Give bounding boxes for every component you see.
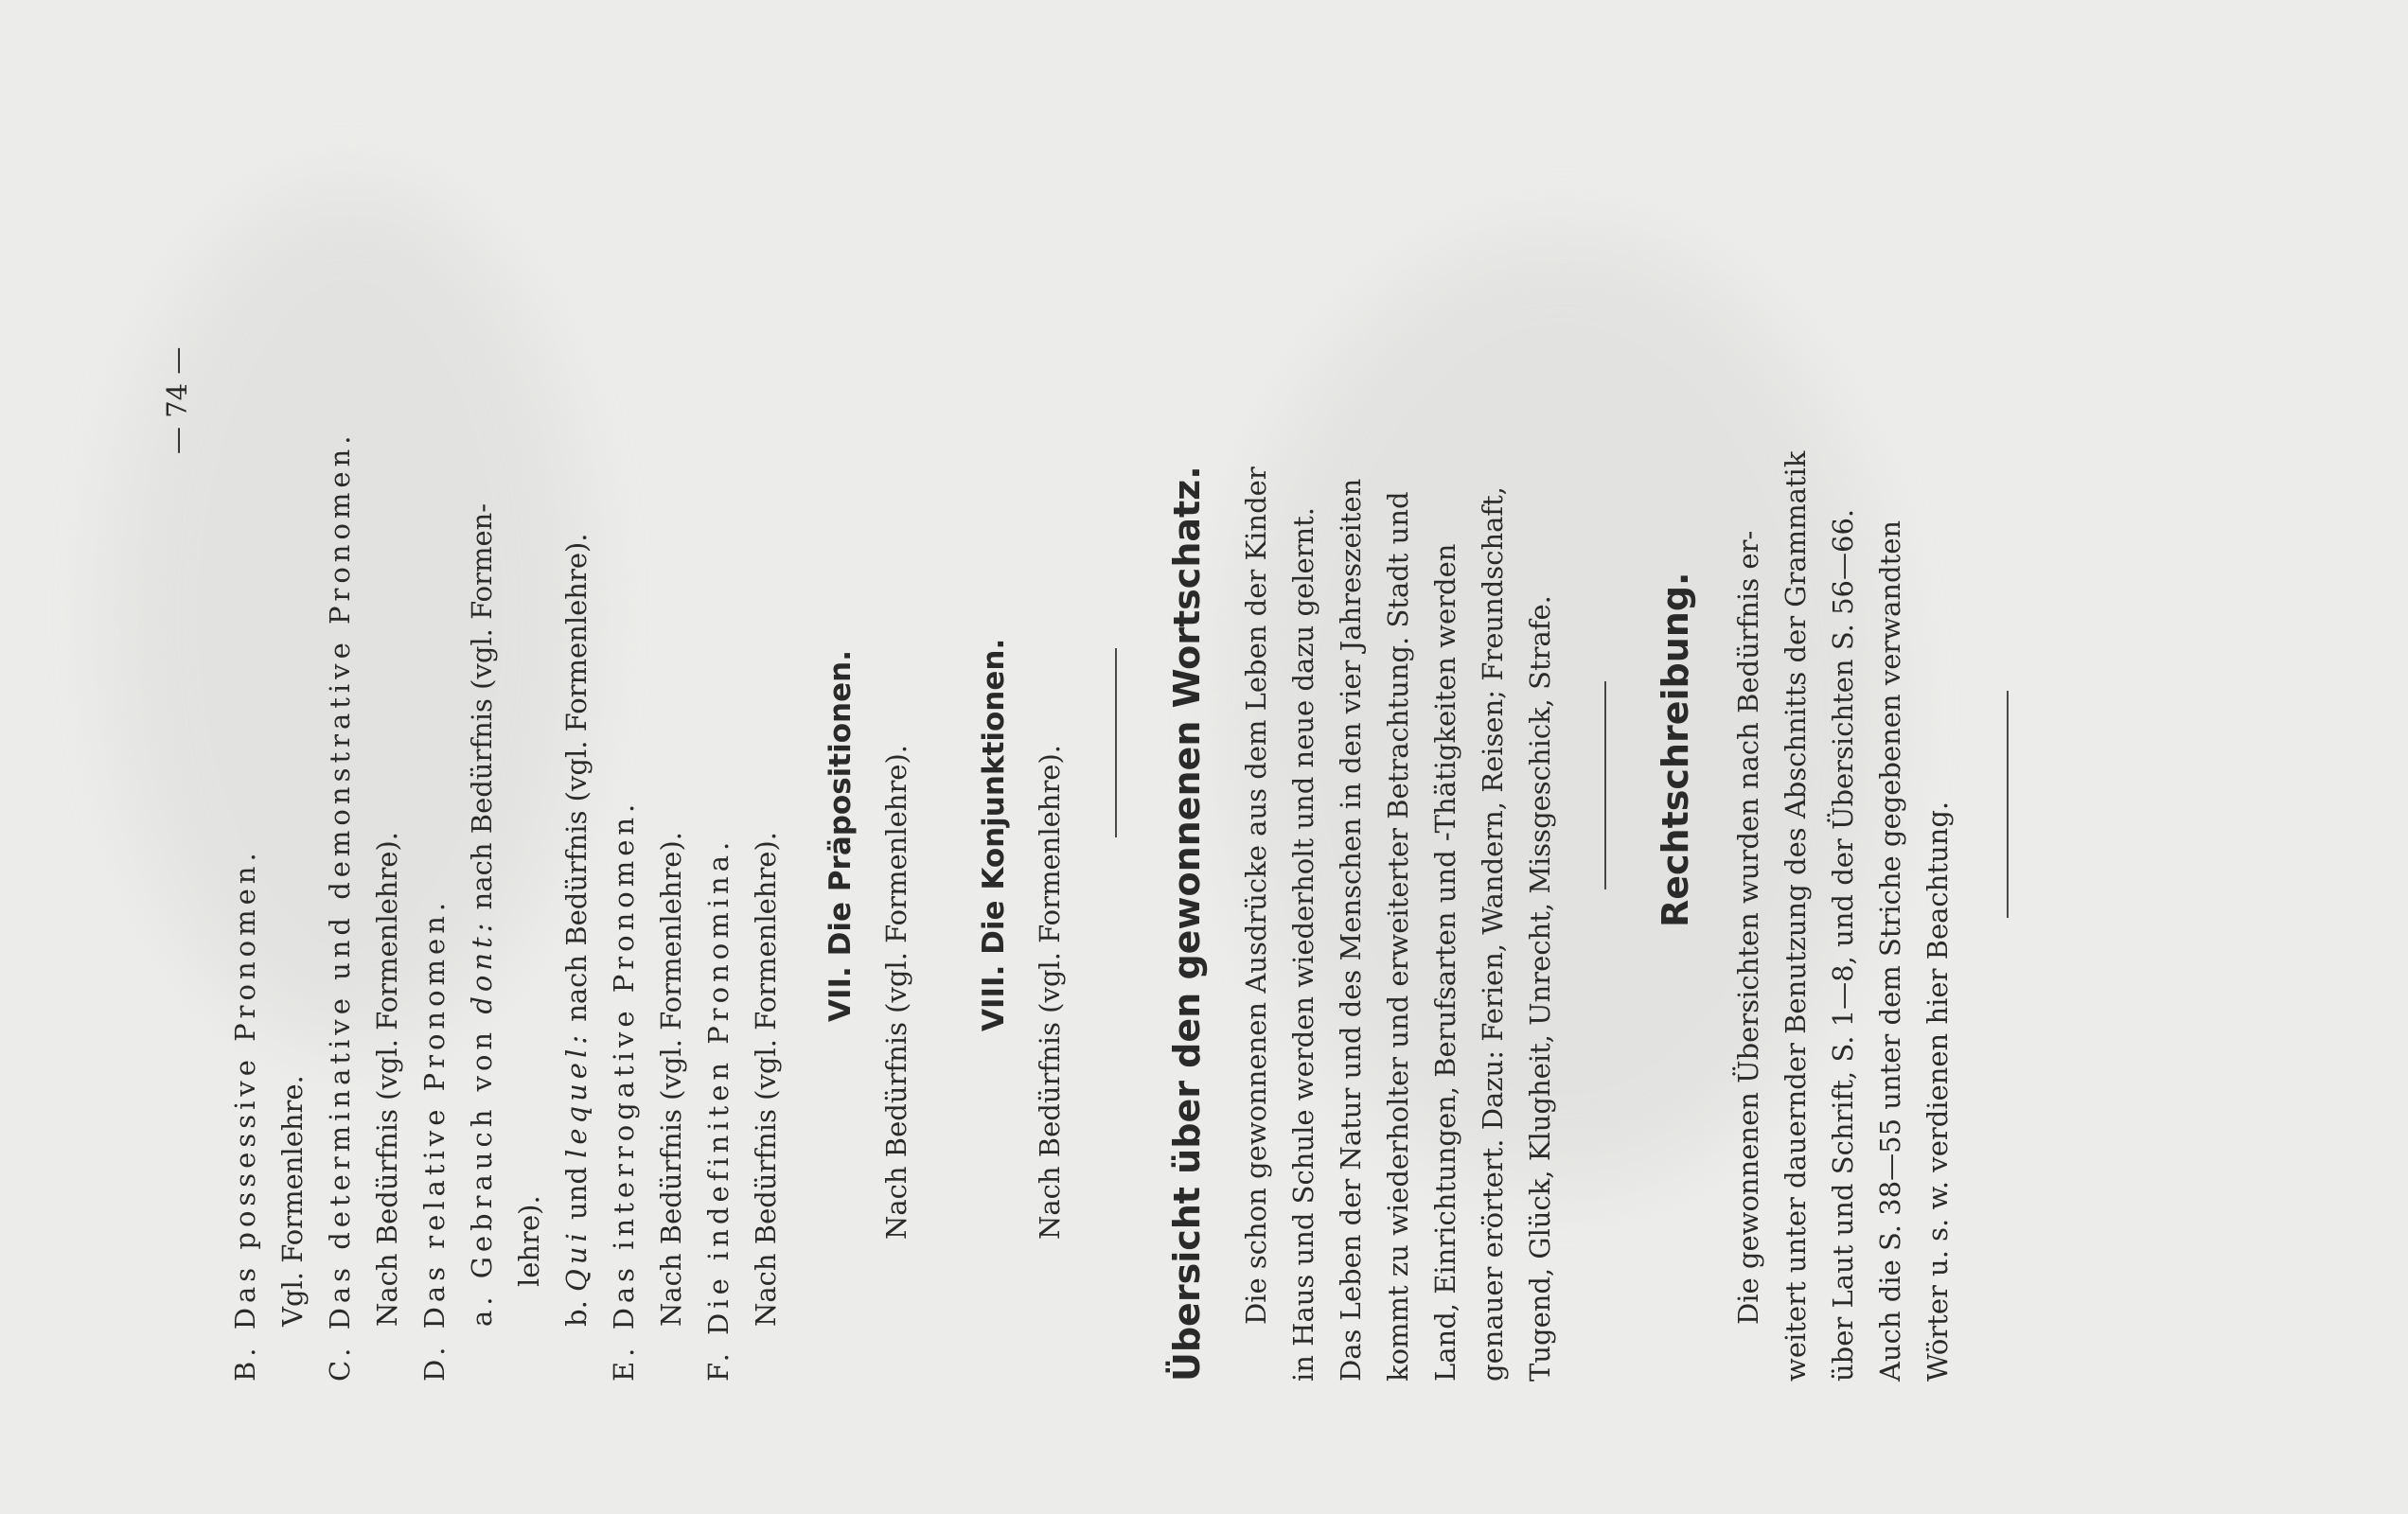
rechtschreibung-title: Rechtschreibung. — [1655, 572, 1696, 927]
wortschatz-line: genauer erörtert. Dazu: Ferien, Wandern, Reisen; Freundschaft, — [1477, 485, 1509, 1382]
page-number: — 74 — — [161, 346, 193, 454]
section-f-heading: F. Die indefiniten Pronomina. — [702, 836, 735, 1382]
section-e-heading: E. Das interrogative Pronomen. — [608, 799, 640, 1382]
rechtschreibung-line: über Laut und Schrift, S. 1—8, und der Übersichten S. 56—66. — [1827, 508, 1859, 1382]
section-d-item-a-cont: lehre). — [513, 1195, 545, 1287]
section-b-text: Vgl. Formenlehre. — [276, 1075, 309, 1327]
section-divider — [1115, 648, 1117, 837]
wortschatz-line: Land, Einrichtungen, Berufsarten und -Thätigkeiten werden — [1429, 543, 1461, 1382]
item-b-mid: und — [560, 1157, 593, 1229]
item-b-keyword-qui: Qui — [560, 1228, 593, 1292]
wortschatz-line: Die schon gewonnenen Ausdrücke aus dem Leben der Kinder — [1240, 467, 1272, 1325]
wortschatz-title: Übersicht über den gewonnenen Wortschatz. — [1166, 466, 1208, 1382]
section-vii-text: Nach Bedürfnis (vgl. Formenlehre). — [880, 744, 912, 1240]
item-b-prefix: b. — [560, 1291, 593, 1327]
section-d-item-b — [560, 533, 593, 1327]
section-f-text: Nach Bedürfnis (vgl. Formenlehre). — [750, 831, 782, 1327]
section-c-heading: C. Das determinative und demonstrative Pronomen. — [324, 431, 356, 1382]
item-a-keyword: dont: — [466, 918, 498, 1014]
section-viii-title: VIII. Die Konjunktionen. — [977, 638, 1011, 1031]
rechtschreibung-line: Auch die S. 38—55 unter dem Striche gegebenen verwandten — [1874, 519, 1906, 1382]
item-b-rest: nach Bedürfnis (vgl. Formenlehre). — [560, 533, 593, 1030]
section-d-heading: D. Das relative Pronomen. — [418, 897, 451, 1382]
wortschatz-line: kommt zu wiederholter und erweiterter Betrachtung. Stadt und — [1382, 491, 1414, 1382]
rechtschreibung-line: Wörter u. s. w. verdienen hier Beachtung. — [1921, 801, 1954, 1382]
section-e-text: Nach Bedürfnis (vgl. Formenlehre). — [655, 831, 687, 1327]
section-d-item-a — [466, 503, 498, 1327]
section-divider — [1604, 681, 1606, 889]
section-viii-text: Nach Bedürfnis (vgl. Formenlehre). — [1034, 744, 1066, 1240]
rechtschreibung-line: Die gewonnenen Übersichten wurden nach Bedürfnis er- — [1732, 530, 1764, 1325]
section-vii-title: VII. Die Präpositionen. — [823, 650, 858, 1022]
rechtschreibung-line: weitert unter dauernder Benutzung des Abschnitts der Grammatik — [1779, 450, 1812, 1382]
wortschatz-line: Das Leben der Natur und des Menschen in den vier Jahreszeiten — [1335, 478, 1367, 1382]
rotated-text-block — [161, 123, 2035, 1382]
section-b-heading: B. Das possessive Pronomen. — [229, 848, 261, 1382]
wortschatz-line: Tugend, Glück, Klugheit, Unrecht, Missgeschick, Strafe. — [1524, 595, 1556, 1382]
item-a-prefix: a. Gebrauch von — [466, 1013, 498, 1327]
wortschatz-line: in Haus und Schule werden wiederholt und neue dazu gelernt. — [1287, 506, 1319, 1382]
item-b-keyword-lequel: lequel: — [560, 1030, 593, 1158]
section-c-text: Nach Bedürfnis (vgl. Formenlehre). — [371, 831, 403, 1327]
section-divider — [2007, 691, 2009, 918]
item-a-rest: nach Bedürfnis (vgl. Formen- — [466, 502, 498, 919]
